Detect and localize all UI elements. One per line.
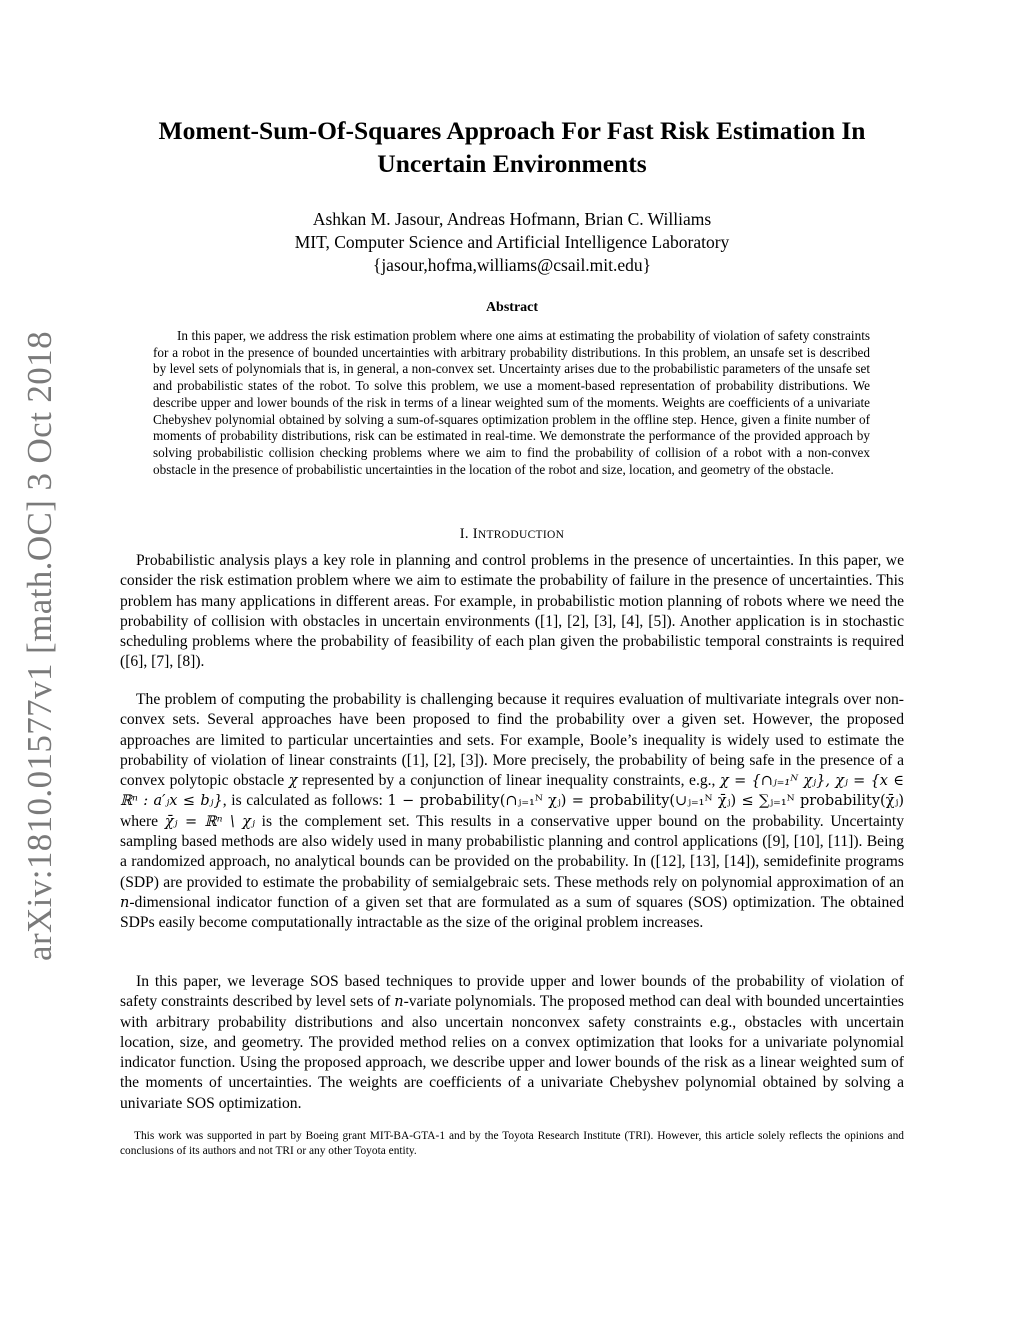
math-chi: χ xyxy=(288,773,298,790)
math-boole-inequality: 1 − probability(∩ⱼ₌₁ᴺ χⱼ) = probability(∪ⱼ₌₁ᴺ χ̄ⱼ) ≤ ∑ⱼ₌₁ᴺ probability(χ̄ⱼ) xyxy=(387,793,904,810)
para2-text-b: represented by a conjunction of linear inequality constraints, e.g., xyxy=(302,772,716,790)
para2-text-e: is the complement set. This results in a conservative upper bound on the probability. Uncertainty sampling based methods are also widely used in many probabilistic planning and control applications ([9], [10], [11]). Being a randomized approach, no analytical bounds can be provided on the probability. In ([12], [13], [14]), semidefinite programs (SDP) are provided to estimate the probability of semialgebraic sets. These methods rely on polynomial approximation of an xyxy=(120,812,904,891)
footnote-text: This work was supported in part by Boeing grant MIT-BA-GTA-1 and by the Toyota Research Institute (TRI). However, this article solely reflects the opinions and conclusions of its authors and not TRI or any other Toyota entity. xyxy=(120,1130,904,1157)
author-names: Ashkan M. Jasour, Andreas Hofmann, Brian C. Williams xyxy=(312,209,712,229)
para2-text-a: The problem of computing the probability is challenging because it requires evaluation of multivariate integrals over non-convex sets. Several approaches have been proposed to find the probability over a given set. However, the proposed approaches are limited to particular uncertainties and sets. For example, Boole’s inequality is widely used to estimate the probability of violation of linear constraints ([1], [2], [3]). More precisely, the probability of being safe in the presence of a convex polytopic obstacle xyxy=(120,691,904,790)
author-affiliation: MIT, Computer Science and Artificial Intelligence Laboratory xyxy=(294,232,730,252)
author-email: {jasour,hofma,williams@csail.mit.edu} xyxy=(372,255,652,275)
title-line-2: Uncertain Environments xyxy=(377,149,647,178)
section-first-letter: I xyxy=(472,526,478,542)
section-number: I. xyxy=(459,526,473,542)
para2-text-c: , is calculated as follows: xyxy=(222,792,383,810)
abstract-body xyxy=(153,328,870,478)
section-title-rest: NTRODUCTION xyxy=(477,529,565,541)
section-heading-introduction xyxy=(112,526,912,543)
math-n-variate: n xyxy=(394,994,404,1011)
math-obstacle-set: χ = {∩ⱼ₌₁ᴺ χⱼ}, χⱼ = {x ∈ ℝⁿ : a′ⱼx ≤ bⱼ} xyxy=(120,773,904,810)
abstract-heading: Abstract xyxy=(485,300,539,315)
intro-paragraph-1 xyxy=(120,551,904,673)
title-line-1: Moment-Sum-Of-Squares Approach For Fast Risk Estimation In xyxy=(158,116,866,145)
funding-footnote xyxy=(120,1129,904,1158)
para1-text: Probabilistic analysis plays a key role in planning and control problems in the presence of uncertainties. In this paper, we consider the risk estimation problem where we aim to estimate the probability of failure in the presence of uncertainties. This problem has many applications in different areas. For example, in probabilistic motion planning of robots where we need the probability of collision with obstacles in uncertain environments ([1], [2], [3], [4], [5]). Another application is in stochastic scheduling problems where the probability of feasibility of each plan given the probabilistic temporal constraints is required ([6], [7], [8]). xyxy=(120,552,904,671)
math-n: n xyxy=(120,894,130,911)
abstract-text: In this paper, we address the risk estimation problem where one aims at estimating the probability of violation of safety constraints for a robot in the presence of bounded uncertainties with arbitrary probability distributions. In this problem, an unsafe set is described by level sets of polynomials that is, in general, a non-convex set. Uncertainty arises due to the probabilistic parameters of the unsafe set and probabilistic states of the robot. To solve this problem, we use a moment-based representation of probability distributions. We describe upper and lower bounds of the risk in terms of a linear weighted sum of the moments. Weights are coefficients of a univariate Chebyshev polynomial obtained by solving a sum-of-squares optimization problem in the offline step. Hence, given a finite number of moments of probability distributions, risk can be estimated in real-time. We demonstrate the performance of the provided approach by solving probabilistic collision checking problems where we aim to find the probability of collision of a robot with a non-convex obstacle in the presence of probabilistic uncertainties in the location of the robot and size, location, and geometry of the obstacle. xyxy=(153,328,870,477)
intro-paragraph-3 xyxy=(120,972,904,1114)
paper-title xyxy=(112,114,912,180)
para3-text-b: -variate polynomials. The proposed method can deal with bounded uncertainties with arbitrary probability distributions and also uncertain nonconvex safety constraints e.g., obstacles with uncertain location, size, and geometry. The provided method relies on a convex optimization that looks for a univariate polynomial indicator function. Using the proposed approach, we describe upper and lower bounds of the risk as a linear weighted sum of the moments of uncertainties. The weights are coefficients of a univariate Chebyshev polynomial obtained by solving a univariate SOS optimization. xyxy=(120,993,904,1112)
math-complement-set: χ̄ⱼ = ℝⁿ \ χⱼ xyxy=(164,813,255,830)
intro-paragraph-2 xyxy=(120,690,904,934)
author-block xyxy=(112,208,912,277)
para2-text-d: where xyxy=(120,812,159,830)
para3-text-a: In this paper, we leverage SOS based techniques to provide upper and lower bounds of the probability of violation of safety constraints described by level sets of xyxy=(120,973,904,1011)
para2-text-f: -dimensional indicator function of a given set that are formulated as a sum of squares (SOS) optimization. The obtained SDPs easily become computationally intractable as the size of the original problem increases. xyxy=(120,893,904,932)
arxiv-margin-stamp: arXiv:1810.01577v1 [math.OC] 3 Oct 2018 xyxy=(20,331,59,961)
